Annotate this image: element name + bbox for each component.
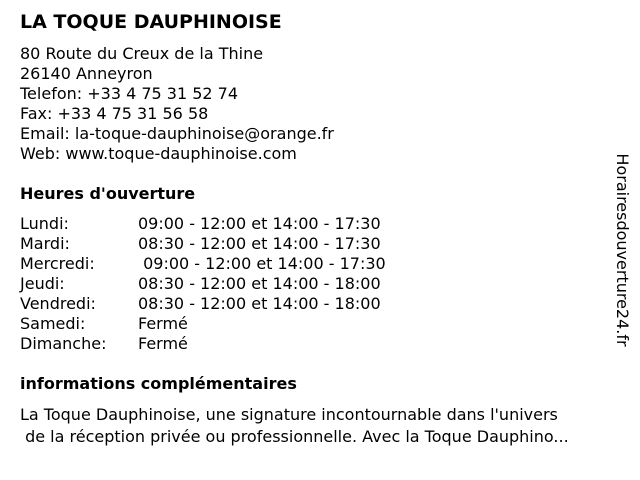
contact-info [20,44,334,164]
additional-info-heading: informations complémentaires [20,374,297,393]
day-hours: Fermé [138,314,188,333]
opening-hours-heading: Heures d'ouverture [20,184,196,203]
day-hours: 08:30 - 12:00 et 14:00 - 17:30 [138,234,381,253]
day-label: Samedi: [20,314,86,333]
address-city: 26140 Anneyron [20,64,153,83]
day-label: Lundi: [20,214,69,233]
day-hours: Fermé [138,334,188,353]
day-hours: 09:00 - 12:00 et 14:00 - 17:30 [138,214,381,233]
day-label: Dimanche: [20,334,107,353]
day-label: Jeudi: [20,274,65,293]
fax-number: Fax: +33 4 75 31 56 58 [20,104,209,123]
website: Web: www.toque-dauphinoise.com [20,144,297,163]
day-label: Mercredi: [20,254,95,273]
day-hours: 08:30 - 12:00 et 14:00 - 18:00 [138,274,381,293]
day-hours: 08:30 - 12:00 et 14:00 - 18:00 [138,294,381,313]
description-line-2: de la réception privée ou professionnelle. Avec la Toque Dauphino... [20,427,569,446]
email-address: Email: la-toque-dauphinoise@orange.fr [20,124,334,143]
watermark: Horairesdouverture24.fr [613,153,632,347]
phone-number: Telefon: +33 4 75 31 52 74 [20,84,239,103]
description [20,404,620,448]
day-hours: 09:00 - 12:00 et 14:00 - 17:30 [138,254,386,273]
day-label: Mardi: [20,234,70,253]
address-street: 80 Route du Creux de la Thine [20,44,264,63]
business-name: LA TOQUE DAUPHINOISE [20,11,282,33]
day-label: Vendredi: [20,294,96,313]
description-line-1: La Toque Dauphinoise, une signature incontournable dans l'univers [20,405,558,424]
